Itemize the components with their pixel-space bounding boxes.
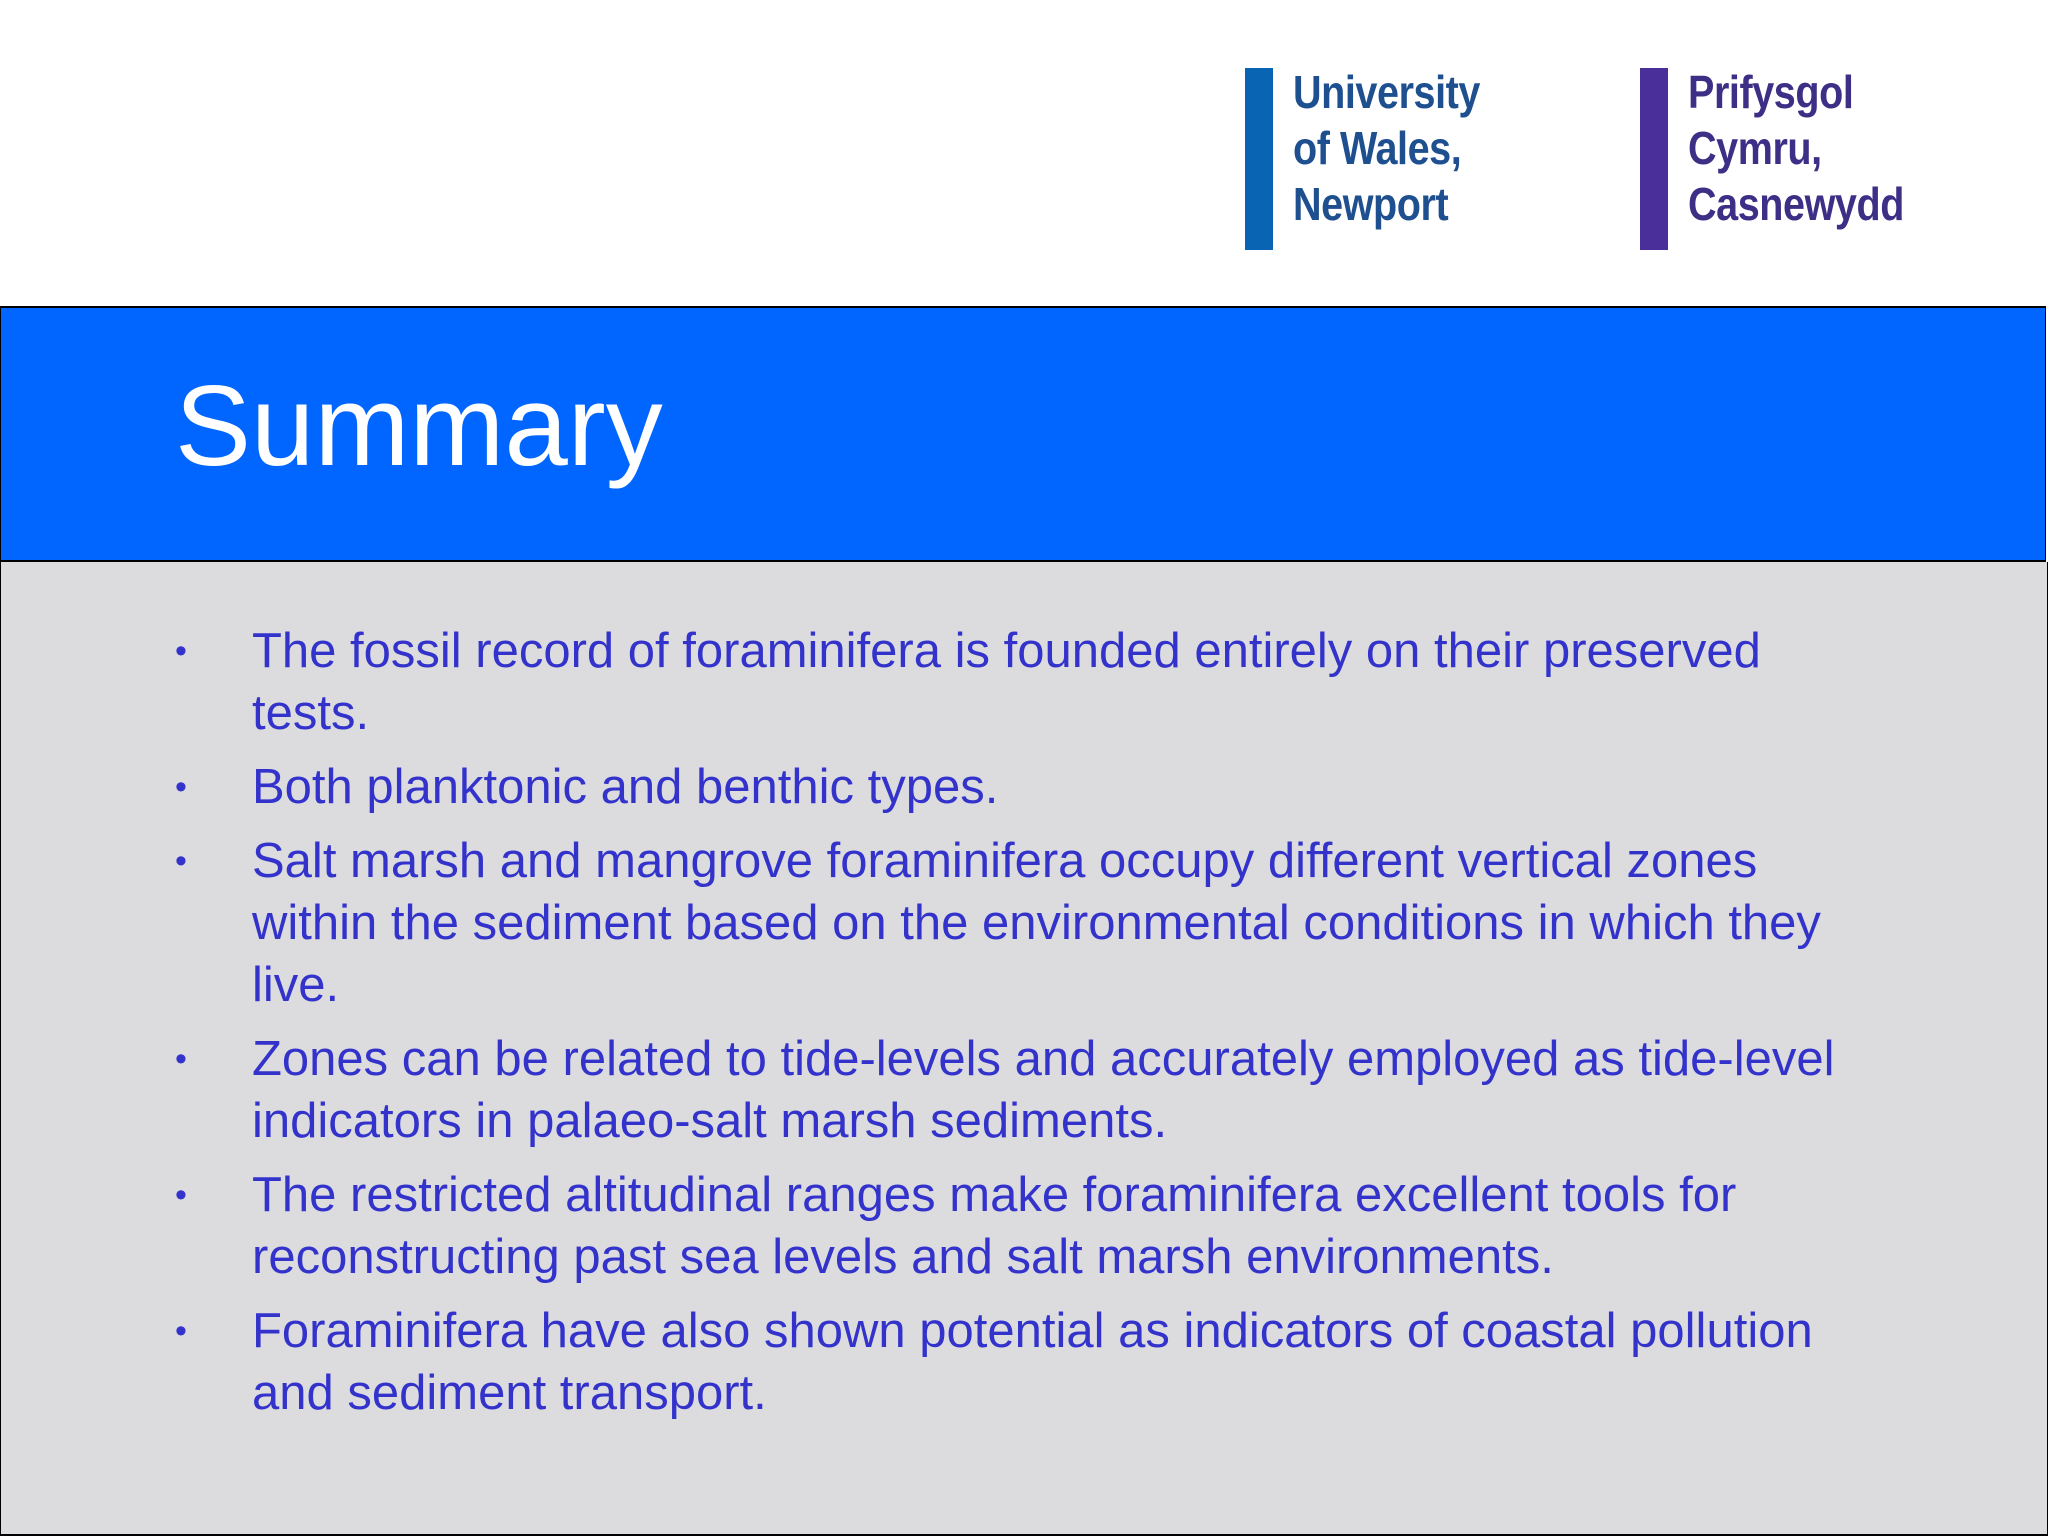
bullet-dot: • bbox=[175, 1040, 187, 1078]
logo-text-english bbox=[1293, 60, 1480, 232]
slide-title: Summary bbox=[175, 363, 663, 490]
bullet-item bbox=[171, 620, 1871, 744]
bullet-dot: • bbox=[175, 768, 187, 806]
bullet-text: The fossil record of foraminifera is founded entirely on their preserved tests. bbox=[252, 624, 1761, 740]
logo-line: Prifysgol bbox=[1688, 66, 1854, 118]
bullet-item bbox=[171, 830, 1871, 1016]
logo-line: University bbox=[1293, 66, 1480, 118]
bullet-dot: • bbox=[175, 632, 187, 670]
bullet-dot: • bbox=[175, 1176, 187, 1214]
bullet-dot: • bbox=[175, 842, 187, 880]
logo-line: of Wales, bbox=[1293, 122, 1462, 174]
logo-line: Casnewydd bbox=[1688, 178, 1904, 230]
prifysgol-cymru-casnewydd-logo bbox=[1640, 60, 1939, 250]
bullet-text: Both planktonic and benthic types. bbox=[252, 760, 999, 814]
title-band bbox=[0, 306, 2046, 562]
university-of-wales-newport-logo bbox=[1245, 60, 1510, 250]
content-area bbox=[0, 562, 2048, 1536]
bullet-dot: • bbox=[175, 1312, 187, 1350]
bullet-item bbox=[171, 1164, 1871, 1288]
bullet-text: Salt marsh and mangrove foraminifera occupy different vertical zones within the sediment based on the environmental conditions in which they live. bbox=[252, 834, 1821, 1012]
logo-line: Newport bbox=[1293, 178, 1449, 230]
logo-bar-english bbox=[1245, 68, 1273, 250]
bullet-list bbox=[171, 620, 1871, 1436]
bullet-text: Foraminifera have also shown potential as indicators of coastal pollution and sediment transport. bbox=[252, 1304, 1813, 1420]
bullet-item bbox=[171, 756, 1871, 818]
logo-line: Cymru, bbox=[1688, 122, 1822, 174]
bullet-text: The restricted altitudinal ranges make foraminifera excellent tools for reconstructing past sea levels and salt marsh environments. bbox=[252, 1168, 1737, 1284]
bullet-text: Zones can be related to tide-levels and accurately employed as tide-level indicators in palaeo-salt marsh sediments. bbox=[252, 1032, 1835, 1148]
bullet-item bbox=[171, 1300, 1871, 1424]
logo-text-welsh bbox=[1688, 60, 1904, 232]
logo-bar-welsh bbox=[1640, 68, 1668, 250]
bullet-item bbox=[171, 1028, 1871, 1152]
